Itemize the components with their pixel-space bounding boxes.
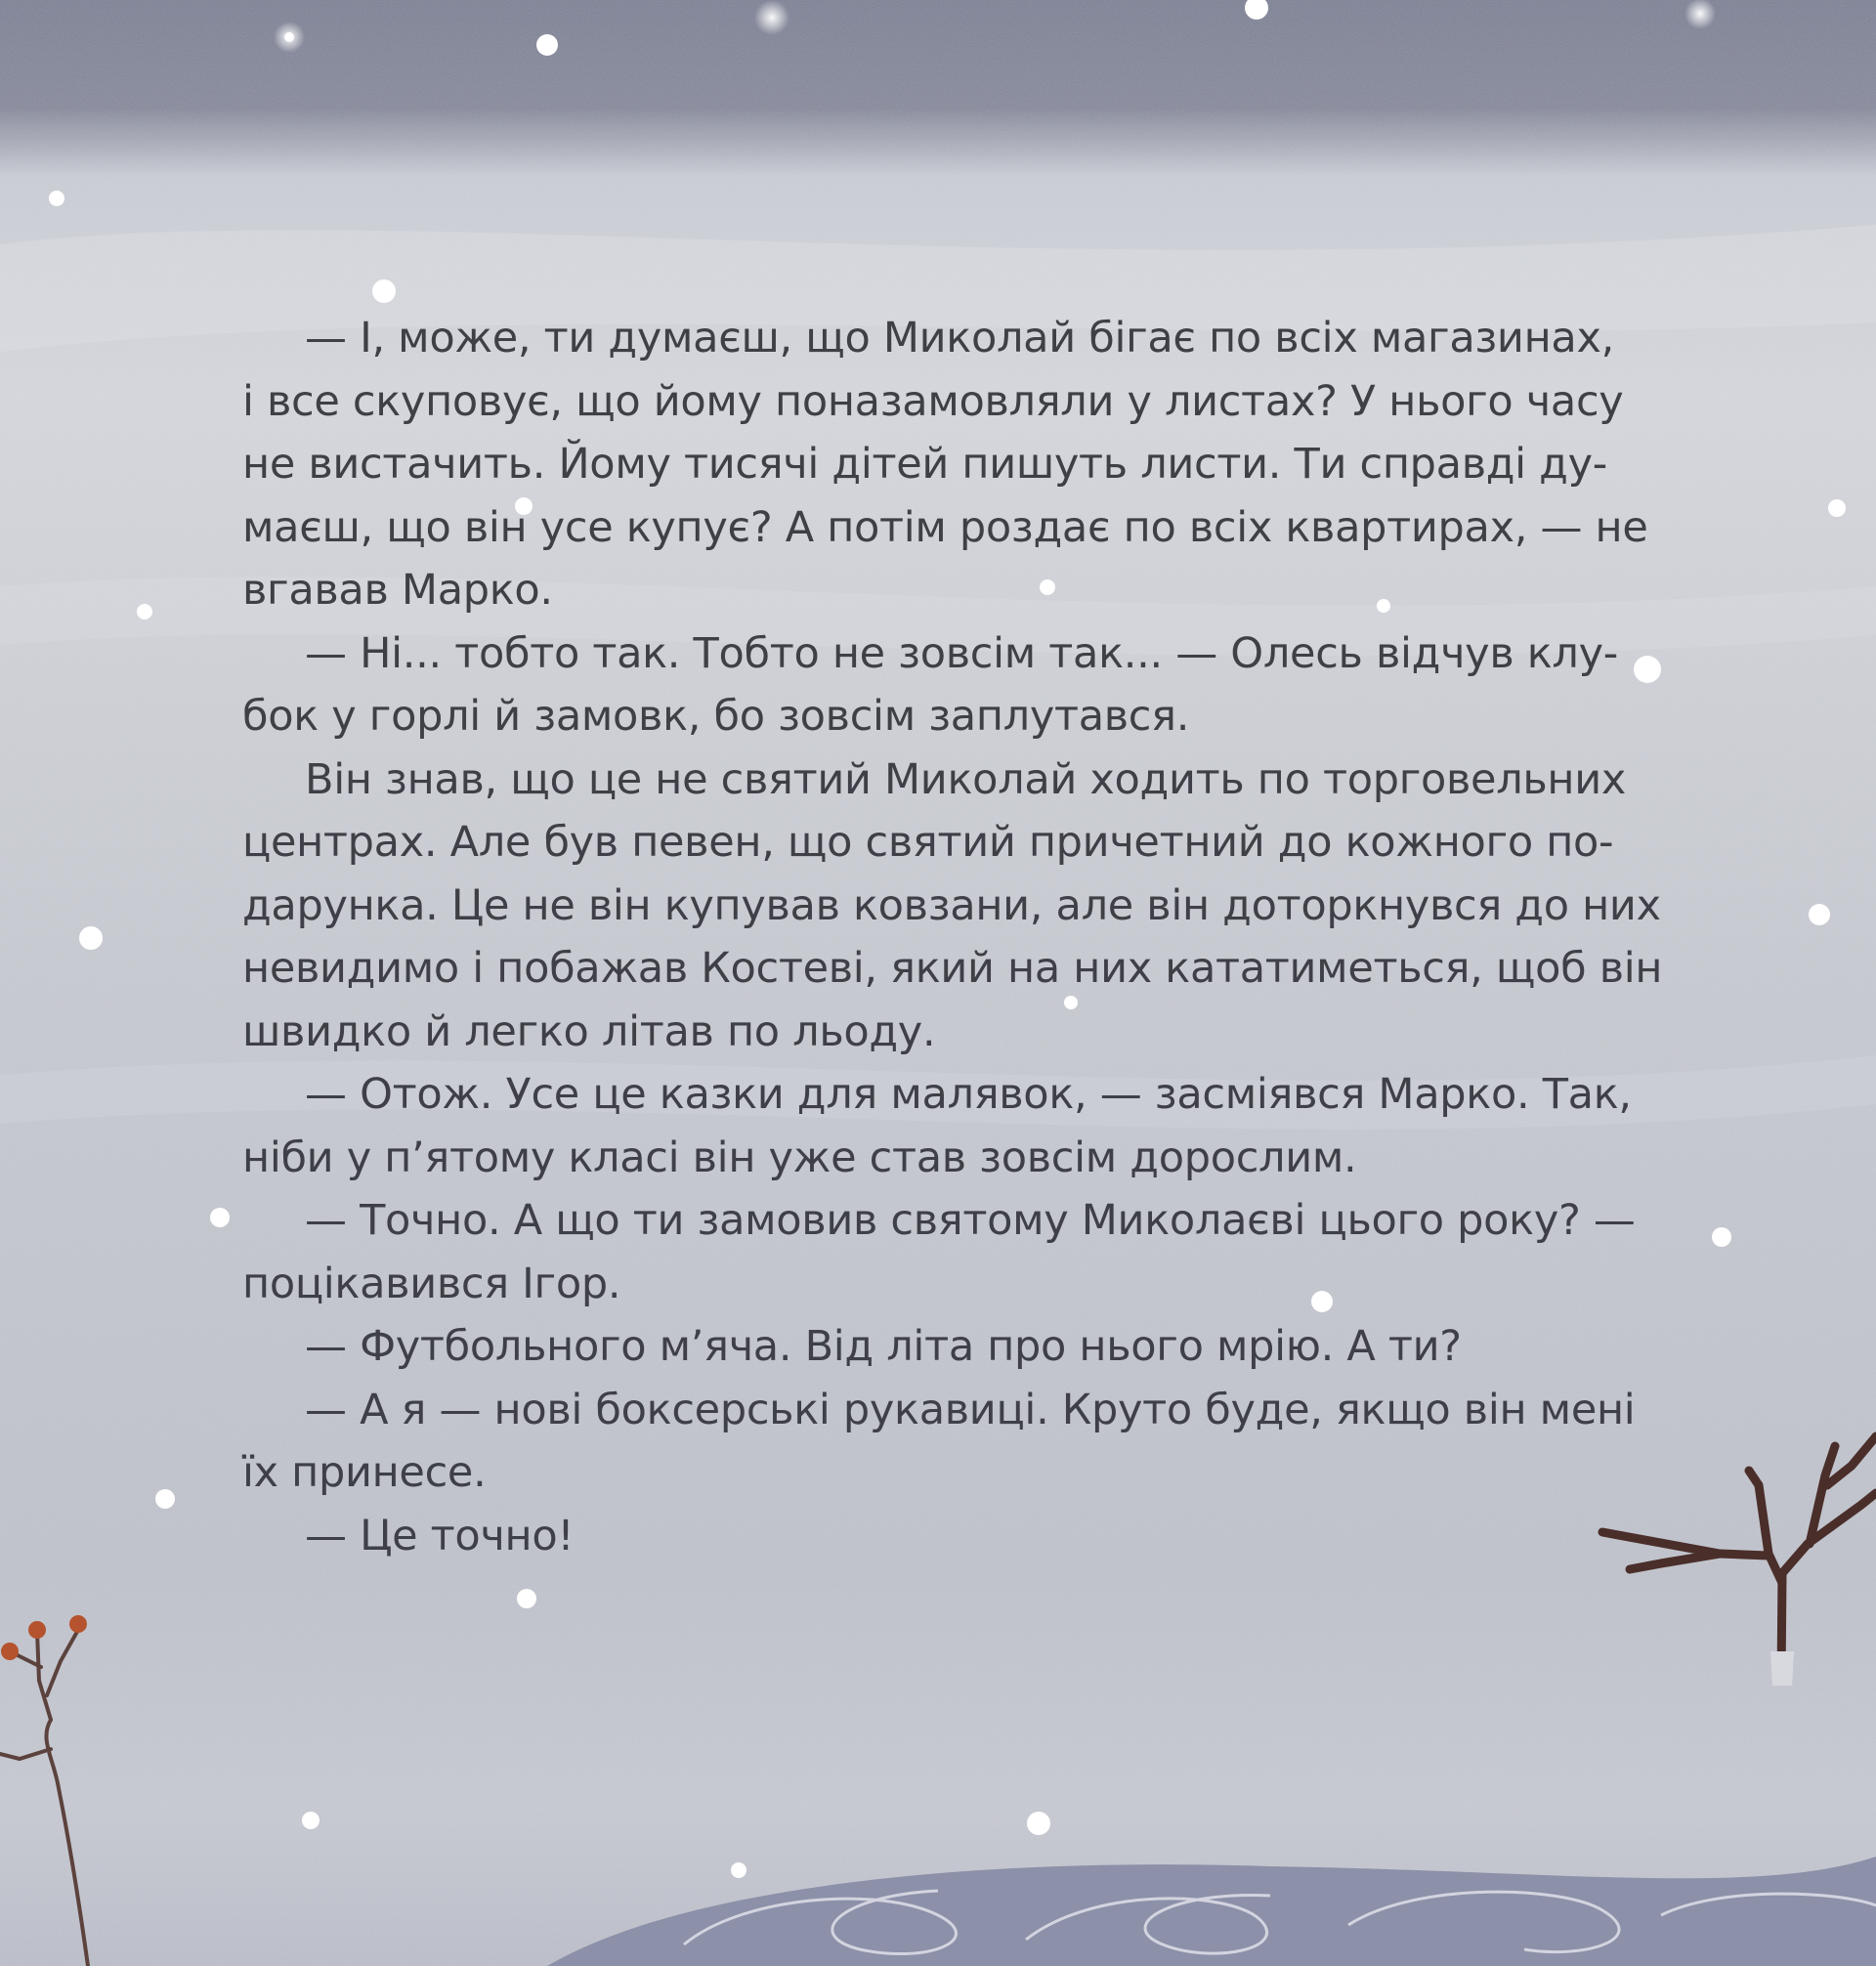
story-line: — Ні... тобто так. Тобто не зовсім так... — Олесь відчув клу- [305, 628, 1618, 678]
berry [69, 1615, 87, 1633]
berry [1, 1643, 19, 1660]
story-line: — Футбольного м’яча. Від літа про нього мрію. А ти? [305, 1322, 1462, 1371]
story-line: швидко й легко літав по льоду. [242, 1006, 936, 1056]
story-line: — І, може, ти думаєш, що Миколай бігає по всіх магазинах, [305, 314, 1614, 363]
story-line: — Отож. Усе це казки для малявок, — засміявся Марко. Так, [305, 1070, 1632, 1119]
story-line: поцікавився Ігор. [242, 1259, 621, 1308]
story-text [242, 307, 1663, 1567]
story-line: — Це точно! [305, 1511, 575, 1560]
berry [28, 1621, 46, 1639]
story-line: бок у горлі й замовк, бо зовсім заплутався. [242, 692, 1190, 741]
story-line: центрах. Але був певен, що святий причетний до кожного по- [242, 818, 1614, 867]
story-line: їх принесе. [242, 1448, 487, 1497]
story-line: вгавав Марко. [242, 566, 553, 615]
story-line: і все скуповує, що йому поназамовляли у листах? У нього часу [242, 376, 1624, 426]
story-line: дарунка. Це не він купував ковзани, але він доторкнувся до них [242, 880, 1661, 930]
story-line: маєш, що він усе купує? А потім роздає по всіх квартирах, — не [242, 502, 1648, 552]
story-line: невидимо і побажав Костеві, який на них кататиметься, щоб він [242, 944, 1663, 993]
story-line: ніби у п’ятому класі він уже став зовсім дорослим. [242, 1133, 1357, 1182]
story-line: не вистачить. Йому тисячі дітей пишуть листи. Ти справді ду- [242, 440, 1607, 489]
tree-snow-base [1770, 1651, 1794, 1686]
story-line: Він знав, що це не святий Миколай ходить по торговельних [305, 754, 1627, 804]
story-line: — Точно. А що ти замовив святому Миколаєві цього року? — [305, 1196, 1636, 1245]
story-line: — А я — нові боксерські рукавиці. Круто буде, якщо він мені [305, 1385, 1636, 1434]
